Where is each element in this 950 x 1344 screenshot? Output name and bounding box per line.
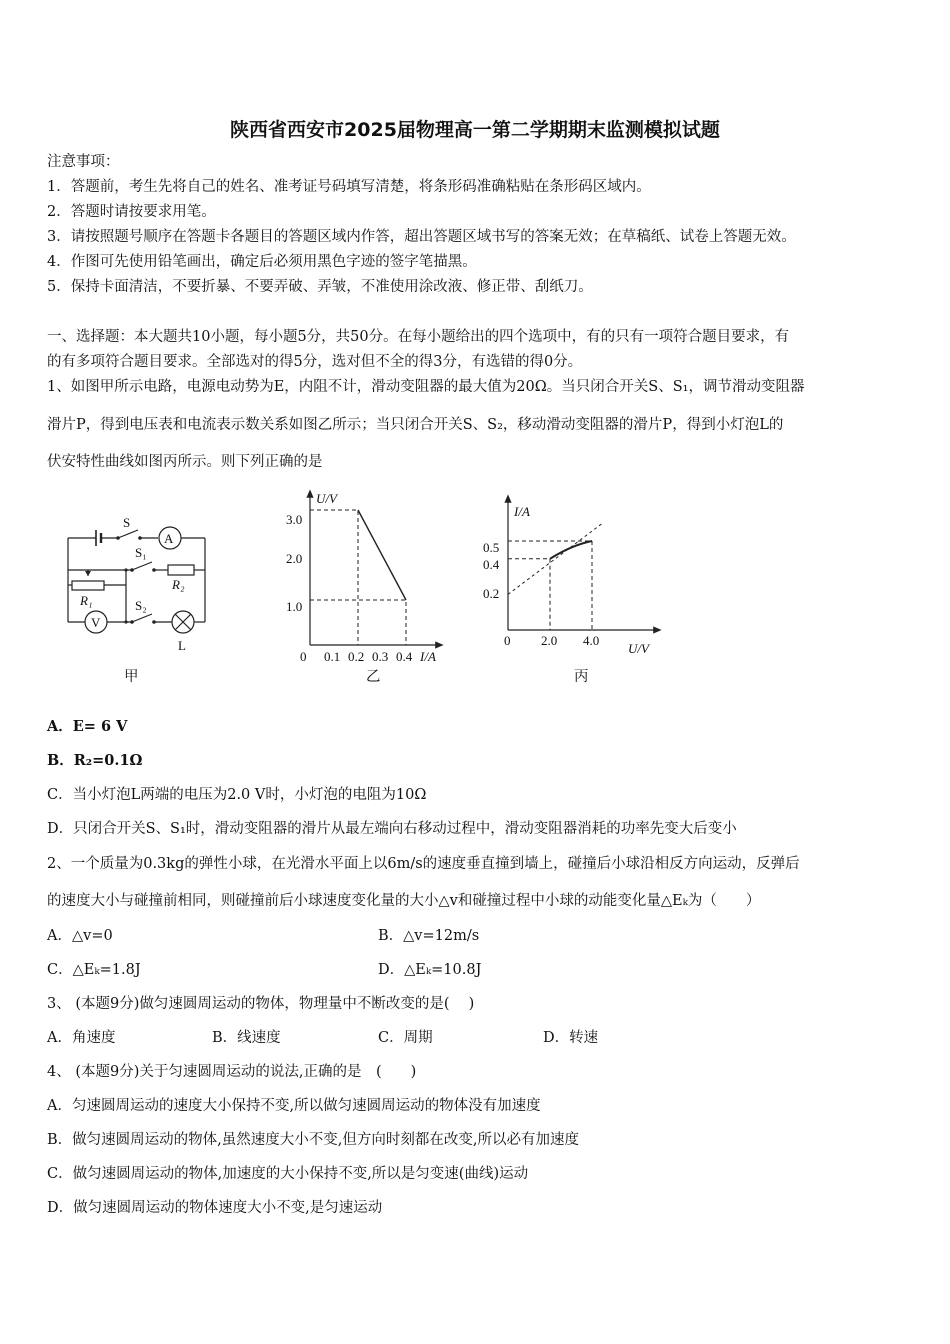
label-voltmeter: V	[91, 615, 101, 630]
question-4-option-b: B．做匀速圆周运动的物体,虽然速度大小不变,但方向时刻都在改变,所以必有加速度	[47, 1132, 579, 1148]
label-lamp: L	[178, 638, 186, 653]
question-1-option-d: D．只闭合开关S、S₁时，滑动变阻器的滑片从最左端向右移动过程中，滑动变阻器消耗的功率先变大后变小	[47, 821, 737, 837]
chart-yi-xtick: 0	[300, 649, 307, 664]
notice-item: 5．保持卡面清洁，不要折暴、不要弄破、弄皱，不准使用涂改液、修正带、刮纸刀。	[47, 279, 593, 295]
question-1-option-b: B．R₂=0.1Ω	[47, 752, 143, 769]
chart-yi	[280, 485, 455, 670]
chart-yi-guide-line	[310, 510, 358, 645]
chart-bing-ytick: 0.5	[483, 540, 500, 555]
question-1-option-a: A．E= 6 V	[47, 718, 128, 735]
question-4-option-c: C．做匀速圆周运动的物体,加速度的大小保持不变,所以是匀变速(曲线)运动	[47, 1166, 529, 1182]
question-4-stem: 4、 (本题9分)关于匀速圆周运动的说法,正确的是 ( )	[47, 1064, 417, 1080]
chart-yi-ytick: 2.0	[286, 551, 303, 566]
chart-yi-xtick: 0.3	[372, 649, 389, 664]
chart-bing-guide-line	[508, 559, 550, 630]
notice-heading: 注意事项：	[47, 154, 120, 170]
label-ammeter: A	[164, 531, 174, 546]
figure-caption-jia: 甲	[124, 669, 139, 685]
question-1-stem: 伏安特性曲线如图丙所示。则下列正确的是	[47, 454, 323, 470]
notice-item: 4．作图可先使用铅笔画出，确定后必须用黑色字迹的签字笔描黑。	[47, 254, 477, 270]
figure-caption-yi: 乙	[366, 669, 381, 685]
chart-bing-xtick: 2.0	[541, 633, 558, 648]
question-2-option-b: B．△v=12m/s	[378, 928, 480, 944]
question-2-option-a: A．△v=0	[47, 928, 113, 944]
label-s2: S₂	[135, 598, 147, 613]
question-2-option-c: C．△Eₖ=1.8J	[47, 962, 141, 978]
label-r2: R₂	[172, 577, 185, 592]
chart-bing-curve	[550, 541, 592, 559]
question-3-stem: 3、 (本题9分)做匀速圆周运动的物体，物理量中不断改变的是( )	[47, 996, 475, 1012]
question-3-option-d: D．转速	[543, 1030, 599, 1046]
notice-item: 3．请按照题号顺序在答题卡各题目的答题区域内作答，超出答题区域书写的答案无效；在草稿纸、试卷上答题无效。	[47, 229, 796, 245]
circuit-diagram-jia	[60, 510, 220, 655]
notice-item: 1．答题前，考生先将自己的姓名、准考证号码填写清楚，将条形码准确粘贴在条形码区域内。	[47, 179, 651, 195]
question-1-option-c: C．当小灯泡L两端的电压为2.0 V时，小灯泡的电阻为10Ω	[47, 787, 427, 803]
chart-yi-series-line	[358, 510, 406, 600]
chart-bing-xtick: 0	[504, 633, 511, 648]
chart-yi-ytick: 3.0	[286, 512, 303, 527]
section-instructions: 的有多项符合题目要求。全部选对的得5分，选对但不全的得3分，有选错的得0分。	[47, 354, 583, 370]
chart-bing-ytick: 0.4	[483, 557, 500, 572]
question-1-stem: 滑片P，得到电压表和电流表示数关系如图乙所示；当只闭合开关S、S₂，移动滑动变阻器的滑片P，得到小灯泡L的	[47, 417, 784, 433]
question-1-stem: 1、如图甲所示电路，电源电动势为E，内阻不计，滑动变阻器的最大值为20Ω。当只闭合开关S、S₁，调节滑动变阻器	[47, 379, 805, 395]
question-3-option-a: A．角速度	[47, 1030, 116, 1046]
chart-bing-ylabel: I/A	[514, 504, 530, 519]
chart-yi-xtick: 0.1	[324, 649, 341, 664]
question-2-stem: 2、一个质量为0.3kg的弹性小球，在光滑水平面上以6m/s的速度垂直撞到墙上，碰撞后小球沿相反方向运动，反弹后	[47, 856, 800, 872]
question-2-option-d: D．△Eₖ=10.8J	[378, 962, 482, 978]
chart-yi-ylabel: U/V	[316, 491, 337, 506]
question-3-option-c: C．周期	[378, 1030, 433, 1046]
question-4-option-a: A．匀速圆周运动的速度大小保持不变,所以做匀速圆周运动的物体没有加速度	[47, 1098, 541, 1114]
chart-bing-xlabel: U/V	[628, 641, 649, 656]
chart-yi-xtick: 0.4	[396, 649, 413, 664]
chart-yi-xlabel: I/A	[420, 649, 436, 664]
chart-yi-ytick: 1.0	[286, 599, 303, 614]
section-instructions: 一、选择题：本大题共10小题，每小题5分，共50分。在每小题给出的四个选项中，有的只有一项符合题目要求，有	[47, 329, 790, 345]
chart-bing-ytick: 0.2	[483, 586, 500, 601]
notice-item: 2．答题时请按要求用笔。	[47, 204, 216, 220]
label-r1: R₁	[80, 593, 93, 608]
question-3-option-b: B．线速度	[212, 1030, 281, 1046]
figure-caption-bing: 丙	[574, 669, 589, 685]
chart-bing	[478, 490, 663, 665]
question-4-option-d: D．做匀速圆周运动的物体速度大小不变,是匀速运动	[47, 1200, 383, 1216]
label-s: S	[123, 515, 131, 530]
label-s1: S₁	[135, 545, 147, 560]
chart-bing-xtick: 4.0	[583, 633, 600, 648]
page-title: 陕西省西安市2025届物理高一第二学期期末监测模拟试题	[230, 119, 720, 141]
question-2-stem: 的速度大小与碰撞前相同，则碰撞前后小球速度变化量的大小△v和碰撞过程中小球的动能变化量△Eₖ为（ ）	[47, 893, 761, 909]
chart-yi-xtick: 0.2	[348, 649, 365, 664]
